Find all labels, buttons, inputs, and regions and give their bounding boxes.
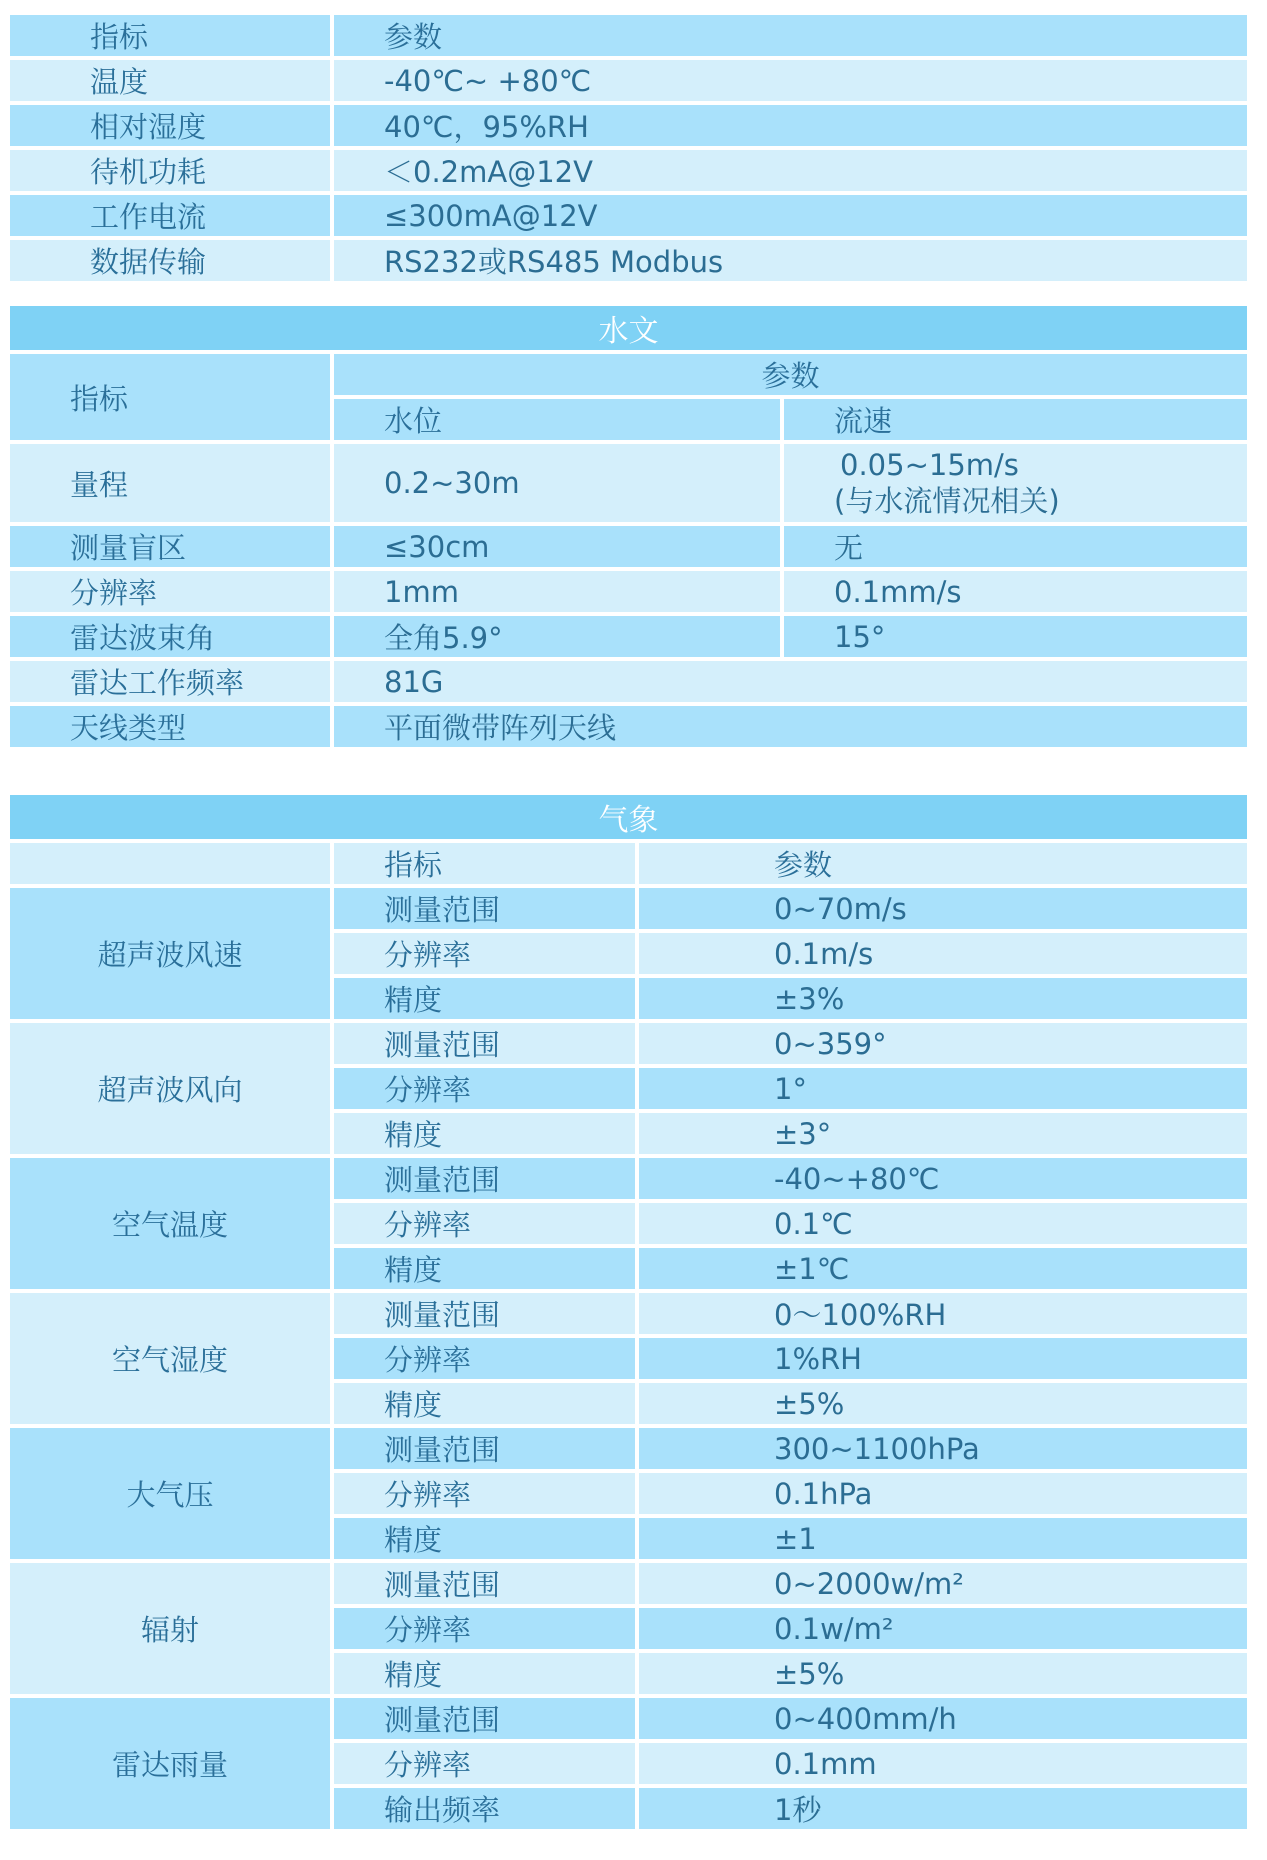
row-value: -40℃~ +80℃: [330, 60, 1247, 101]
item-value: 0.1mm: [635, 1743, 1247, 1784]
item-label: 精度: [330, 1383, 635, 1424]
param-header: 参数: [330, 15, 1247, 56]
param-header: 参数: [330, 354, 1247, 395]
row-value: 1mm: [330, 571, 780, 612]
item-value: 0～100%RH: [635, 1293, 1247, 1334]
table-row: [10, 105, 1247, 146]
row-value: 15°: [780, 616, 1247, 657]
flow-range-line1: 0.05~15m/s: [840, 448, 1019, 482]
item-label: 输出频率: [330, 1788, 635, 1829]
item-value: ±3°: [635, 1113, 1247, 1154]
table-row: [10, 240, 1247, 281]
row-value: [780, 444, 1247, 522]
table-row: [10, 195, 1247, 236]
row-label: 相对湿度: [10, 105, 330, 146]
basic-spec-table: [10, 11, 1247, 285]
row-value: 81G: [330, 661, 1247, 702]
row-label: 温度: [10, 60, 330, 101]
item-label: 测量范围: [330, 1158, 635, 1199]
row-label: 待机功耗: [10, 150, 330, 191]
item-value: 0~2000w/m²: [635, 1563, 1247, 1604]
group-name: 辐射: [10, 1563, 330, 1694]
table-row: [10, 150, 1247, 191]
table-row: [10, 616, 1247, 657]
meteo-spec-table: [10, 791, 1247, 1833]
table-row: [10, 1428, 1247, 1469]
item-label: 分辨率: [330, 1743, 635, 1784]
table-row: [10, 1563, 1247, 1604]
table-row: [10, 1158, 1247, 1199]
row-value: ＜0.2mA@12V: [330, 150, 1247, 191]
item-value: ±3%: [635, 978, 1247, 1019]
row-label: 工作电流: [10, 195, 330, 236]
item-label: 精度: [330, 1518, 635, 1559]
row-value: 0.1mm/s: [780, 571, 1247, 612]
table-row: [10, 843, 1247, 884]
item-value: 1秒: [635, 1788, 1247, 1829]
row-value: 全角5.9°: [330, 616, 780, 657]
item-label: 分辨率: [330, 933, 635, 974]
table-row: [10, 526, 1247, 567]
table-row: [10, 1698, 1247, 1739]
item-value: 1°: [635, 1068, 1247, 1109]
row-label: 分辨率: [10, 571, 330, 612]
item-label: 测量范围: [330, 1698, 635, 1739]
item-value: 0~400mm/h: [635, 1698, 1247, 1739]
item-label: 分辨率: [330, 1338, 635, 1379]
row-value: ≤300mA@12V: [330, 195, 1247, 236]
indicator-header: 指标: [10, 354, 330, 440]
row-value: ≤30cm: [330, 526, 780, 567]
row-value: 0.2~30m: [330, 444, 780, 522]
item-label: 测量范围: [330, 1428, 635, 1469]
row-label: 雷达工作频率: [10, 661, 330, 702]
item-label: 测量范围: [330, 1563, 635, 1604]
row-label: 天线类型: [10, 706, 330, 747]
table-row: [10, 354, 1247, 395]
row-label: 雷达波束角: [10, 616, 330, 657]
item-value: 0~70m/s: [635, 888, 1247, 929]
table-row: [10, 444, 1247, 522]
item-label: 精度: [330, 1113, 635, 1154]
group-name: 超声波风向: [10, 1023, 330, 1154]
item-label: 测量范围: [330, 1293, 635, 1334]
row-label: 数据传输: [10, 240, 330, 281]
item-value: ±1: [635, 1518, 1247, 1559]
param-header: 参数: [635, 843, 1247, 884]
group-name: 空气湿度: [10, 1293, 330, 1424]
table-row: [10, 795, 1247, 839]
row-value: 无: [780, 526, 1247, 567]
empty-header-cell: [10, 843, 330, 884]
item-label: 精度: [330, 1653, 635, 1694]
item-label: 测量范围: [330, 1023, 635, 1064]
table-row: [10, 888, 1247, 929]
item-label: 精度: [330, 978, 635, 1019]
indicator-header: 指标: [330, 843, 635, 884]
table-row: [10, 1023, 1247, 1064]
item-value: ±1℃: [635, 1248, 1247, 1289]
group-name: 空气温度: [10, 1158, 330, 1289]
item-label: 分辨率: [330, 1068, 635, 1109]
item-label: 分辨率: [330, 1473, 635, 1514]
row-value: 40℃，95%RH: [330, 105, 1247, 146]
hydro-title: 水文: [10, 306, 1247, 350]
item-value: 0.1℃: [635, 1203, 1247, 1244]
row-value: RS232或RS485 Modbus: [330, 240, 1247, 281]
item-value: 0.1w/m²: [635, 1608, 1247, 1649]
table-row: [10, 571, 1247, 612]
item-value: ±5%: [635, 1383, 1247, 1424]
item-value: 0.1hPa: [635, 1473, 1247, 1514]
group-name: 超声波风速: [10, 888, 330, 1019]
flow-speed-header: 流速: [780, 399, 1247, 440]
item-value: -40~+80℃: [635, 1158, 1247, 1199]
indicator-header: 指标: [10, 15, 330, 56]
item-label: 精度: [330, 1248, 635, 1289]
table-row: [10, 15, 1247, 56]
flow-range-line2: (与水流情况相关): [834, 484, 1060, 518]
row-value: 平面微带阵列天线: [330, 706, 1247, 747]
item-value: 0.1m/s: [635, 933, 1247, 974]
group-name: 大气压: [10, 1428, 330, 1559]
row-label: 测量盲区: [10, 526, 330, 567]
group-name: 雷达雨量: [10, 1698, 330, 1829]
item-value: 1%RH: [635, 1338, 1247, 1379]
water-level-header: 水位: [330, 399, 780, 440]
item-label: 分辨率: [330, 1608, 635, 1649]
table-row: [10, 706, 1247, 747]
row-label: 量程: [10, 444, 330, 522]
table-row: [10, 60, 1247, 101]
item-value: 0~359°: [635, 1023, 1247, 1064]
table-row: [10, 306, 1247, 350]
table-row: [10, 1293, 1247, 1334]
item-label: 测量范围: [330, 888, 635, 929]
item-value: ±5%: [635, 1653, 1247, 1694]
item-value: 300~1100hPa: [635, 1428, 1247, 1469]
table-row: [10, 661, 1247, 702]
item-label: 分辨率: [330, 1203, 635, 1244]
hydro-spec-table: [10, 302, 1247, 751]
meteo-title: 气象: [10, 795, 1247, 839]
